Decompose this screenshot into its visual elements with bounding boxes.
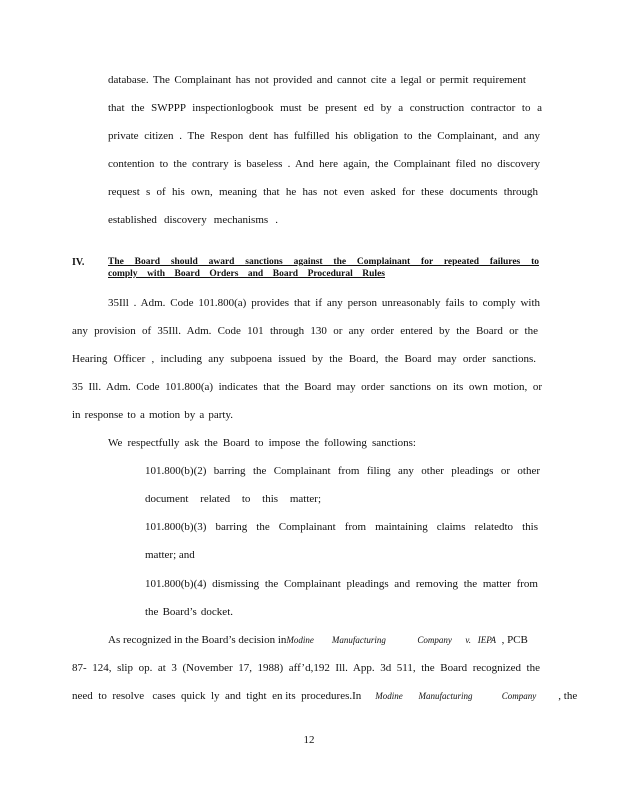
paragraph-3-line-2: 87- 124, slip op. at 3 (November 17, 1988) aff’d,192 Ill. App. 3d 511, the Board recognized the xyxy=(72,662,540,674)
paragraph-2-line-3: Hearing Officer , including any subpoena issued by the Board, the Board may order sanctions. xyxy=(72,353,536,365)
section-heading-line-1: The Board should award sanctions against the Complainant for repeated failures to xyxy=(108,257,539,267)
section-heading-line-2: comply with Board Orders and Board Procedural Rules xyxy=(108,269,385,279)
paragraph-1-line-5: request s of his own, meaning that he has not even asked for these documents through xyxy=(108,186,538,198)
paragraph-2-line-4: 35 Ill. Adm. Code 101.800(a) indicates that the Board may order sanctions on its own motion, or xyxy=(72,381,542,393)
case-citation-modine-short: Modine Manufacturing Company xyxy=(375,691,537,701)
bullet-icon xyxy=(128,520,136,531)
paragraph-1-line-1: database. The Complainant has not provided and cannot cite a legal or permit requirement xyxy=(108,74,526,86)
page-number: 12 xyxy=(303,734,315,746)
paragraph-3-line-3-end: , the xyxy=(558,690,578,702)
paragraph-2-line-1: 35Ill . Adm. Code 101.800(a) provides that if any person unreasonably fails to comply with xyxy=(108,297,540,309)
paragraph-3-line-3-start: need to resolve cases quick ly and tight en its procedures.In xyxy=(72,690,362,702)
bullet-icon xyxy=(128,577,136,588)
paragraph-2-line-5: in response to a motion by a party. xyxy=(72,409,233,421)
sanction-1-line-2: document related to this matter; xyxy=(145,493,321,505)
case-citation-modine: Modine Manufacturing Company v. IEPA xyxy=(286,635,497,645)
paragraph-1-line-3: private citizen . The Respon dent has fulfilled his obligation to the Complainant, and any xyxy=(108,130,540,142)
paragraph-3-line-1 xyxy=(108,633,540,647)
paragraph-3-line-3 xyxy=(72,689,578,703)
sanction-2-line-1: 101.800(b)(3) barring the Complainant from maintaining claims relatedto this xyxy=(145,521,538,533)
paragraph-1-line-2: that the SWPPP inspectionlogbook must be present ed by a construction contractor to a xyxy=(108,102,542,114)
paragraph-3-line-1-start: As recognized in the Board’s decision in xyxy=(108,634,287,646)
sanction-3-line-1: 101.800(b)(4) dismissing the Complainant pleadings and removing the matter from xyxy=(145,578,538,590)
sanctions-request-line: We respectfully ask the Board to impose the following sanctions: xyxy=(108,437,416,449)
paragraph-2-line-2: any provision of 35Ill. Adm. Code 101 through 130 or any order entered by the Board or the xyxy=(72,325,538,337)
sanction-2-line-2: matter; and xyxy=(145,549,195,561)
paragraph-3-line-1-end: , PCB xyxy=(496,634,528,646)
paragraph-1-line-6: established discovery mechanisms . xyxy=(108,214,278,226)
bullet-icon xyxy=(128,464,136,475)
section-number: IV. xyxy=(72,257,85,268)
sanction-1-line-1: 101.800(b)(2) barring the Complainant from filing any other pleadings or other xyxy=(145,465,540,477)
sanction-3-line-2: the Board’s docket. xyxy=(145,606,233,618)
paragraph-1-line-4: contention to the contrary is baseless . And here again, the Complainant filed no discovery xyxy=(108,158,540,170)
